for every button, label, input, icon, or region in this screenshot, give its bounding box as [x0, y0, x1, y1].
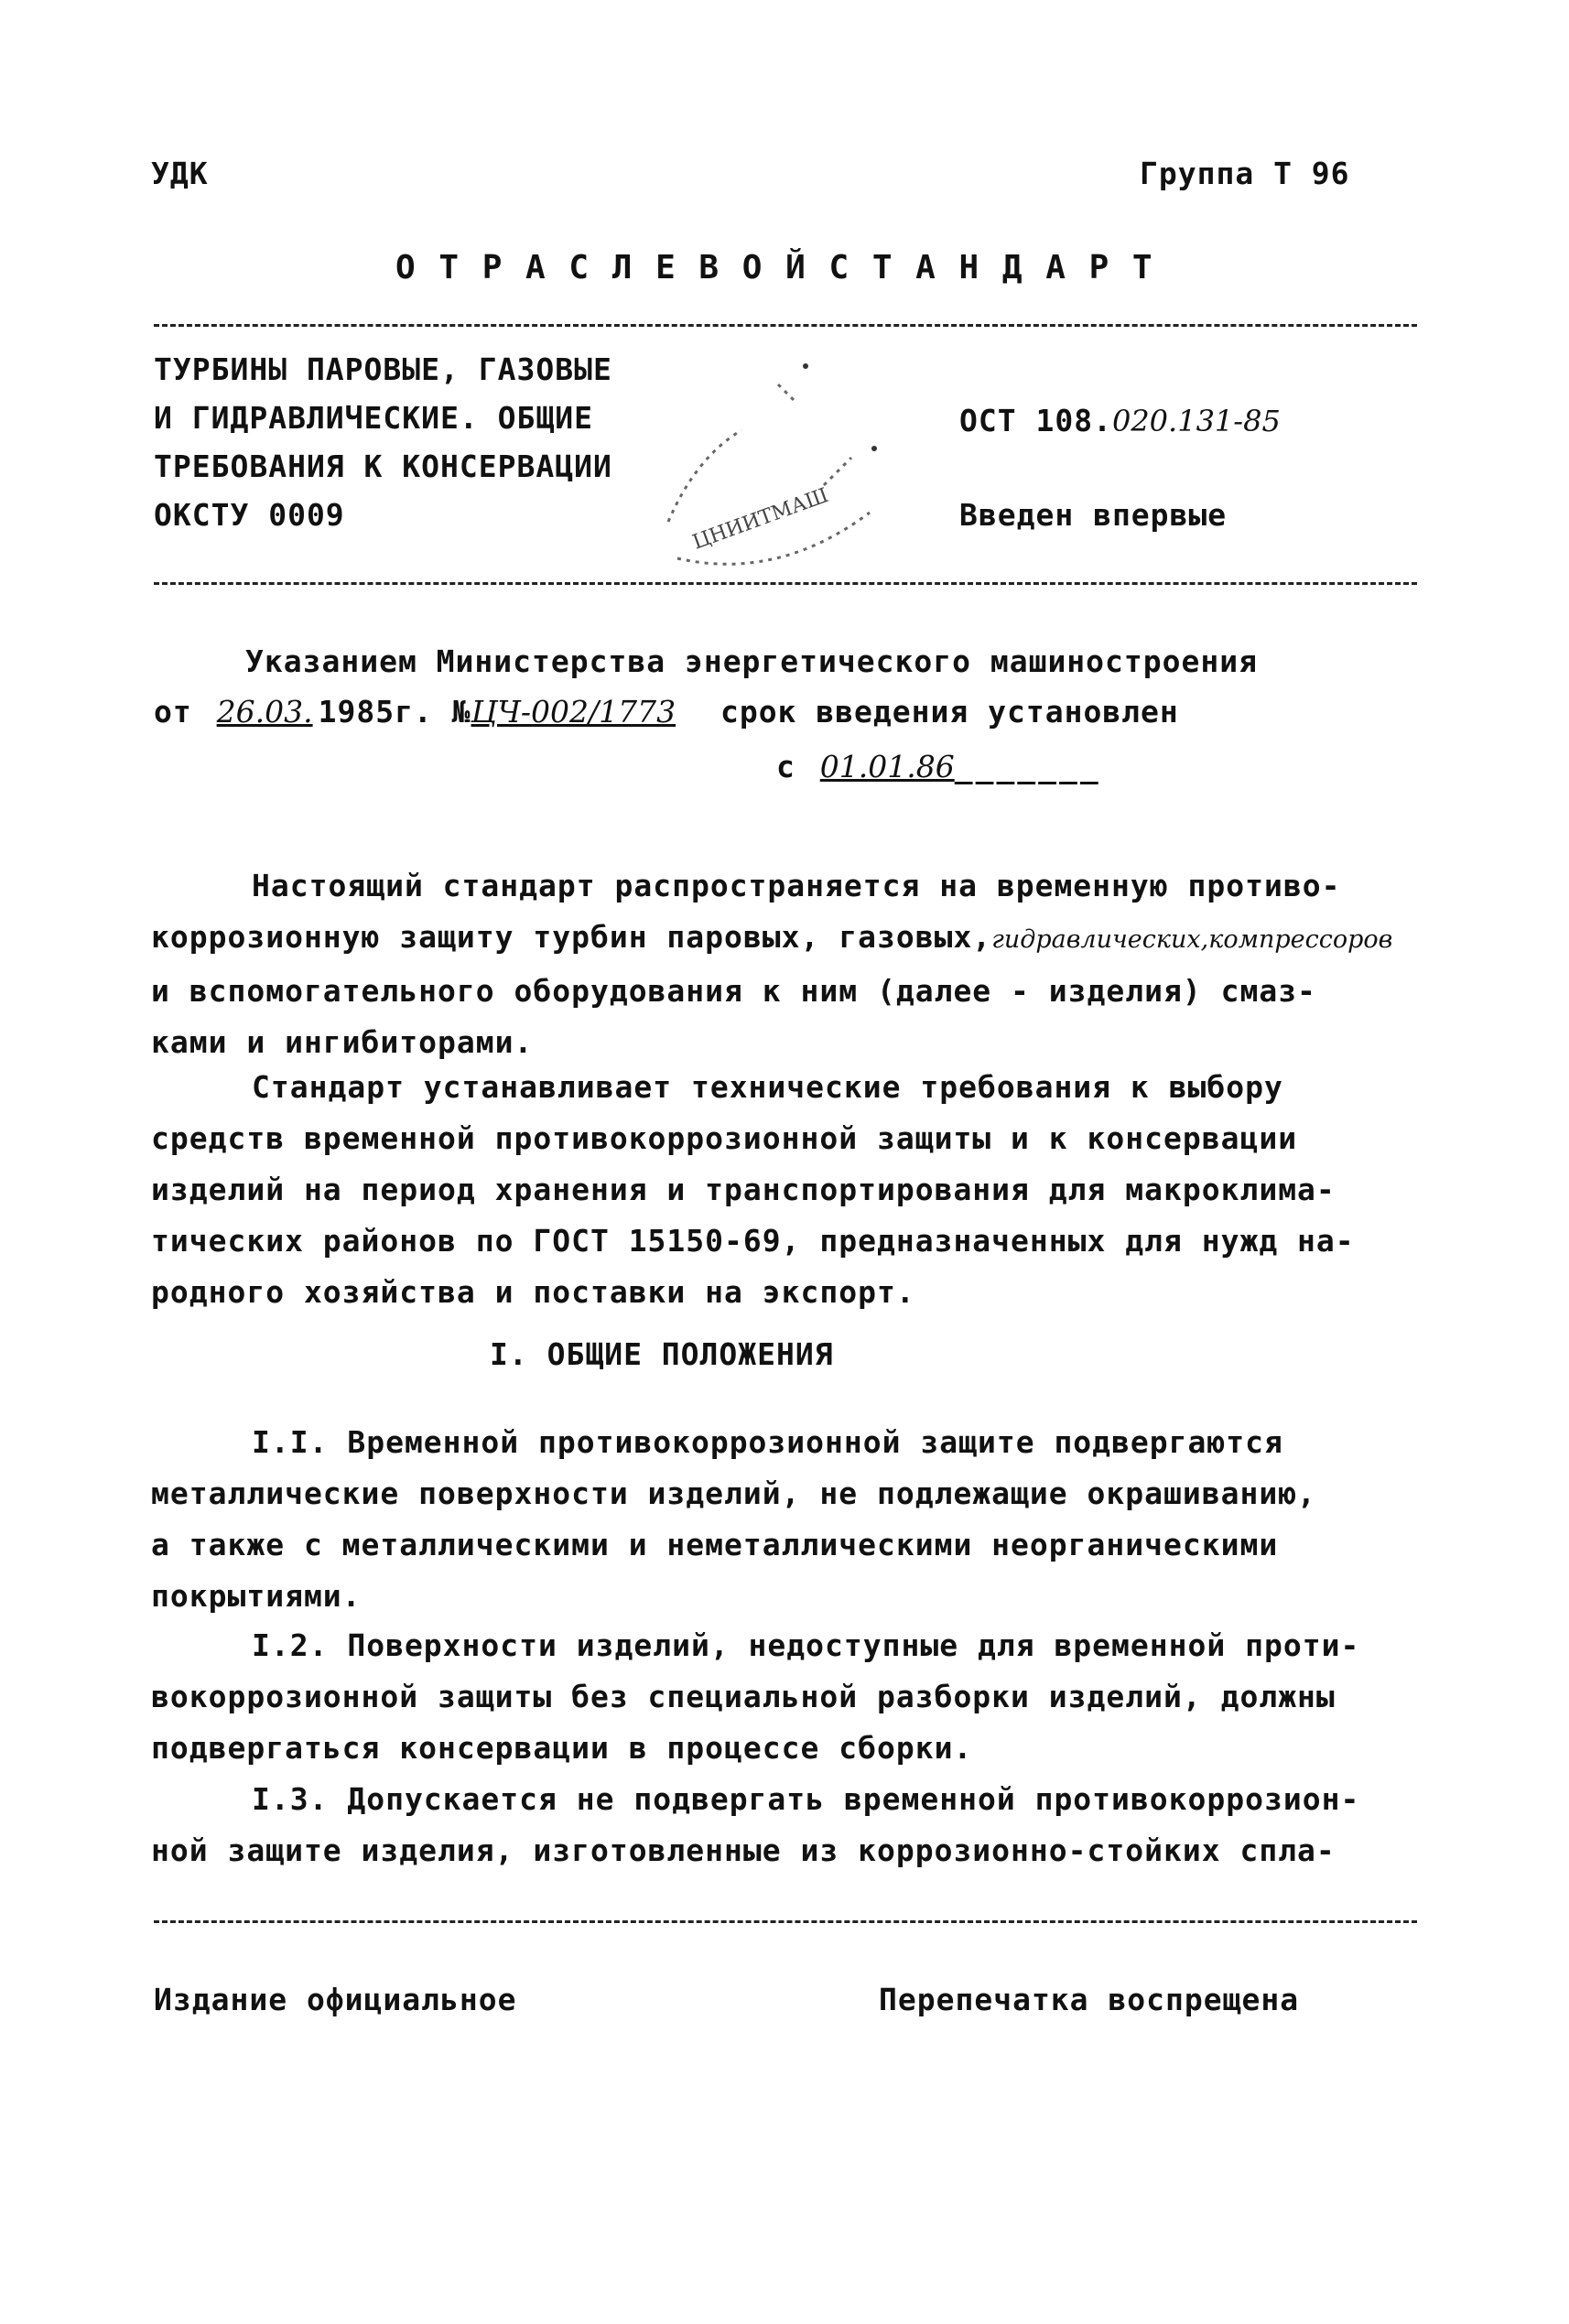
udk-label: УДК [151, 156, 209, 191]
clause-1-3-line-1: I.3. Допускается не подвергать временной противокоррозион- [252, 1781, 1360, 1817]
intro-p2-line-1: Стандарт устанавливает технические требования к выбору [252, 1069, 1283, 1105]
clause-1-1 [151, 1417, 1433, 1622]
stamp-text: ЦНИИТМАШ [689, 483, 832, 555]
order-year: 1985г. № [318, 694, 471, 730]
clause-1-1-line-4: покрытиями. [151, 1578, 362, 1614]
order-date: 26.03. [216, 694, 313, 730]
order-number: ЦЧ-002/1773 [471, 694, 676, 730]
clause-1-2 [151, 1620, 1433, 1774]
group-label: Группа Т 96 [1140, 156, 1350, 191]
intro-paragraph-2 [151, 1062, 1433, 1318]
clause-1-3-line-2: ной защите изделия, изготовленные из коррозионно-стойких спла- [151, 1832, 1336, 1868]
intro-p1-line-2-text: коррозионную защиту турбин паровых, газовых, [151, 919, 992, 955]
handwritten-insert: гидравлических,компрессоров [991, 925, 1393, 954]
name-line-2: И ГИДРАВЛИЧЕСКИЕ. ОБЩИЕ [154, 400, 593, 436]
intro-p2-line-4: тических районов по ГОСТ 15150-69, предназначенных для нужд на- [151, 1223, 1355, 1259]
clause-1-1-line-3: а также с металлическими и неметаллическими неорганическими [151, 1527, 1279, 1562]
intro-paragraph-1 [151, 860, 1433, 1068]
clause-1-2-line-2: вокоррозионной защиты без специальной разборки изделий, должны [151, 1679, 1336, 1714]
clause-1-3 [151, 1774, 1433, 1876]
name-line-3: ТРЕБОВАНИЯ К КОНСЕРВАЦИИ [154, 449, 612, 484]
order-line-1: Указанием Министерства энергетического машиностроения [245, 643, 1258, 679]
standard-title: О Т Р А С Л Е В О Й С Т А Н Д А Р Т [395, 249, 1154, 286]
ost-handwritten: 020.131-85 [1111, 404, 1281, 438]
stamp-mark [641, 348, 906, 586]
name-line-1: ТУРБИНЫ ПАРОВЫЕ, ГАЗОВЫЕ [154, 351, 612, 387]
intro-p2-line-2: средств временной противокоррозионной защиты и к консервации [151, 1120, 1298, 1156]
intro-p1-line-1: Настоящий стандарт распространяется на временную противо- [252, 868, 1341, 903]
order-start-date: 01.01.86 [819, 749, 955, 784]
divider-top [154, 324, 1417, 327]
footer-reprint: Перепечатка воспрещена [879, 1982, 1300, 2017]
intro-p1-line-3: и вспомогательного оборудования к ним (далее - изделия) смаз- [151, 973, 1316, 1009]
name-line-4: ОКСТУ 0009 [154, 497, 345, 533]
intro-p2-line-3: изделий на период хранения и транспортирования для макроклима- [151, 1172, 1336, 1207]
clause-1-1-line-1: I.I. Временной противокоррозионной защите подвергаются [252, 1424, 1283, 1460]
ost-prefix: ОСТ 108. [959, 403, 1112, 438]
intro-p1-line-2 [151, 912, 1433, 966]
order-line-3: с 01.01.86_______ [776, 749, 1101, 784]
intro-p2-line-5: родного хозяйства и поставки на экспорт. [151, 1274, 915, 1310]
ost-number [959, 403, 1281, 438]
clause-1-2-line-1: I.2. Поверхности изделий, недоступные для временной проти- [252, 1627, 1360, 1663]
intro-p1-line-4: ками и ингибиторами. [151, 1024, 534, 1060]
divider-middle [154, 582, 1417, 585]
divider-bottom [154, 1920, 1417, 1923]
order-from: от [154, 694, 192, 730]
section-heading: I. ОБЩИЕ ПОЛОЖЕНИЯ [490, 1336, 834, 1372]
footer-official: Издание официальное [154, 1982, 517, 2017]
order-from-label: с [776, 749, 795, 784]
clause-1-2-line-3: подвергаться консервации в процессе сборки. [151, 1730, 973, 1766]
order-term: срок введения установлен [720, 694, 1179, 730]
order-line-2 [154, 694, 1179, 730]
clause-1-1-line-2: металлические поверхности изделий, не подлежащие окрашиванию, [151, 1475, 1316, 1511]
introduced-note: Введен впервые [959, 497, 1228, 533]
